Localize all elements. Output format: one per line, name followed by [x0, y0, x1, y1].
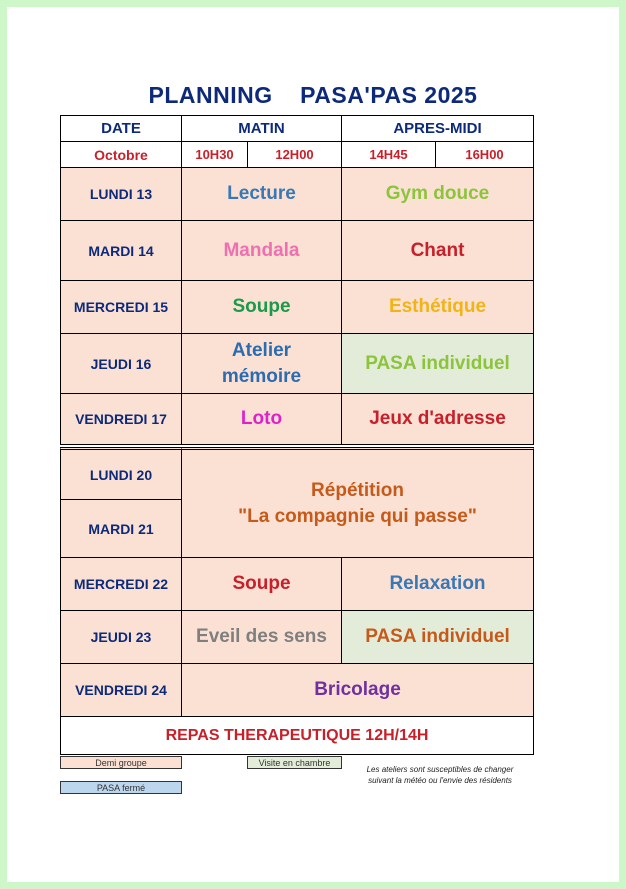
activity-gym-douce: Gym douce — [341, 167, 534, 221]
activity-atelier-memoire — [181, 333, 342, 394]
legend-demi-groupe: Demi groupe — [60, 756, 182, 769]
day-lundi-20: LUNDI 20 — [60, 447, 182, 500]
activity-esthetique: Esthétique — [341, 280, 534, 334]
legend-visite-en-chambre: Visite en chambre — [247, 756, 342, 769]
activity-atelier-line2: mémoire — [221, 365, 302, 387]
legend-pasa-ferme: PASA fermé — [60, 781, 182, 794]
note-line1: Les ateliers sont susceptibles de changer — [366, 765, 514, 774]
header-matin: MATIN — [181, 115, 342, 142]
activity-jeux-adresse: Jeux d'adresse — [341, 393, 534, 445]
activity-eveil-des-sens: Eveil des sens — [181, 610, 342, 664]
activity-lecture: Lecture — [181, 167, 342, 221]
activity-soupe-22: Soupe — [181, 557, 342, 611]
activity-mandala: Mandala — [181, 220, 342, 281]
time-14h45: 14H45 — [341, 141, 436, 168]
activity-relaxation: Relaxation — [341, 557, 534, 611]
activity-bricolage: Bricolage — [181, 663, 534, 717]
day-mercredi-22: MERCREDI 22 — [60, 557, 182, 611]
page-title: PLANNING PASA'PAS 2025 — [148, 82, 478, 108]
day-lundi-13: LUNDI 13 — [60, 167, 182, 221]
day-mercredi-15: MERCREDI 15 — [60, 280, 182, 334]
time-16h00: 16H00 — [435, 141, 534, 168]
day-mardi-21: MARDI 21 — [60, 499, 182, 558]
day-mardi-14: MARDI 14 — [60, 220, 182, 281]
repetition-line2: "La compagnie qui passe" — [238, 505, 477, 527]
repas-therapeutique: REPAS THERAPEUTIQUE 12H/14H — [60, 716, 534, 755]
day-jeudi-23: JEUDI 23 — [60, 610, 182, 664]
header-date: DATE — [60, 115, 182, 142]
activity-loto: Loto — [181, 393, 342, 445]
repetition-line1: Répétition — [311, 479, 404, 501]
day-vendredi-17: VENDREDI 17 — [60, 393, 182, 445]
activity-soupe: Soupe — [181, 280, 342, 334]
activity-chant: Chant — [341, 220, 534, 281]
note-line2: suivant la météo ou l'envie des résidents — [368, 776, 512, 785]
time-12h00: 12H00 — [247, 141, 342, 168]
header-apres-midi: APRES-MIDI — [341, 115, 534, 142]
activity-repetition — [181, 447, 534, 558]
note — [350, 764, 530, 786]
activity-atelier-line1: Atelier — [231, 339, 292, 361]
time-10h30: 10H30 — [181, 141, 248, 168]
activity-pasa-individuel-23: PASA individuel — [341, 610, 534, 664]
activity-pasa-individuel-16: PASA individuel — [341, 333, 534, 394]
day-vendredi-24: VENDREDI 24 — [60, 663, 182, 717]
header-month: Octobre — [60, 141, 182, 168]
day-jeudi-16: JEUDI 16 — [60, 333, 182, 394]
